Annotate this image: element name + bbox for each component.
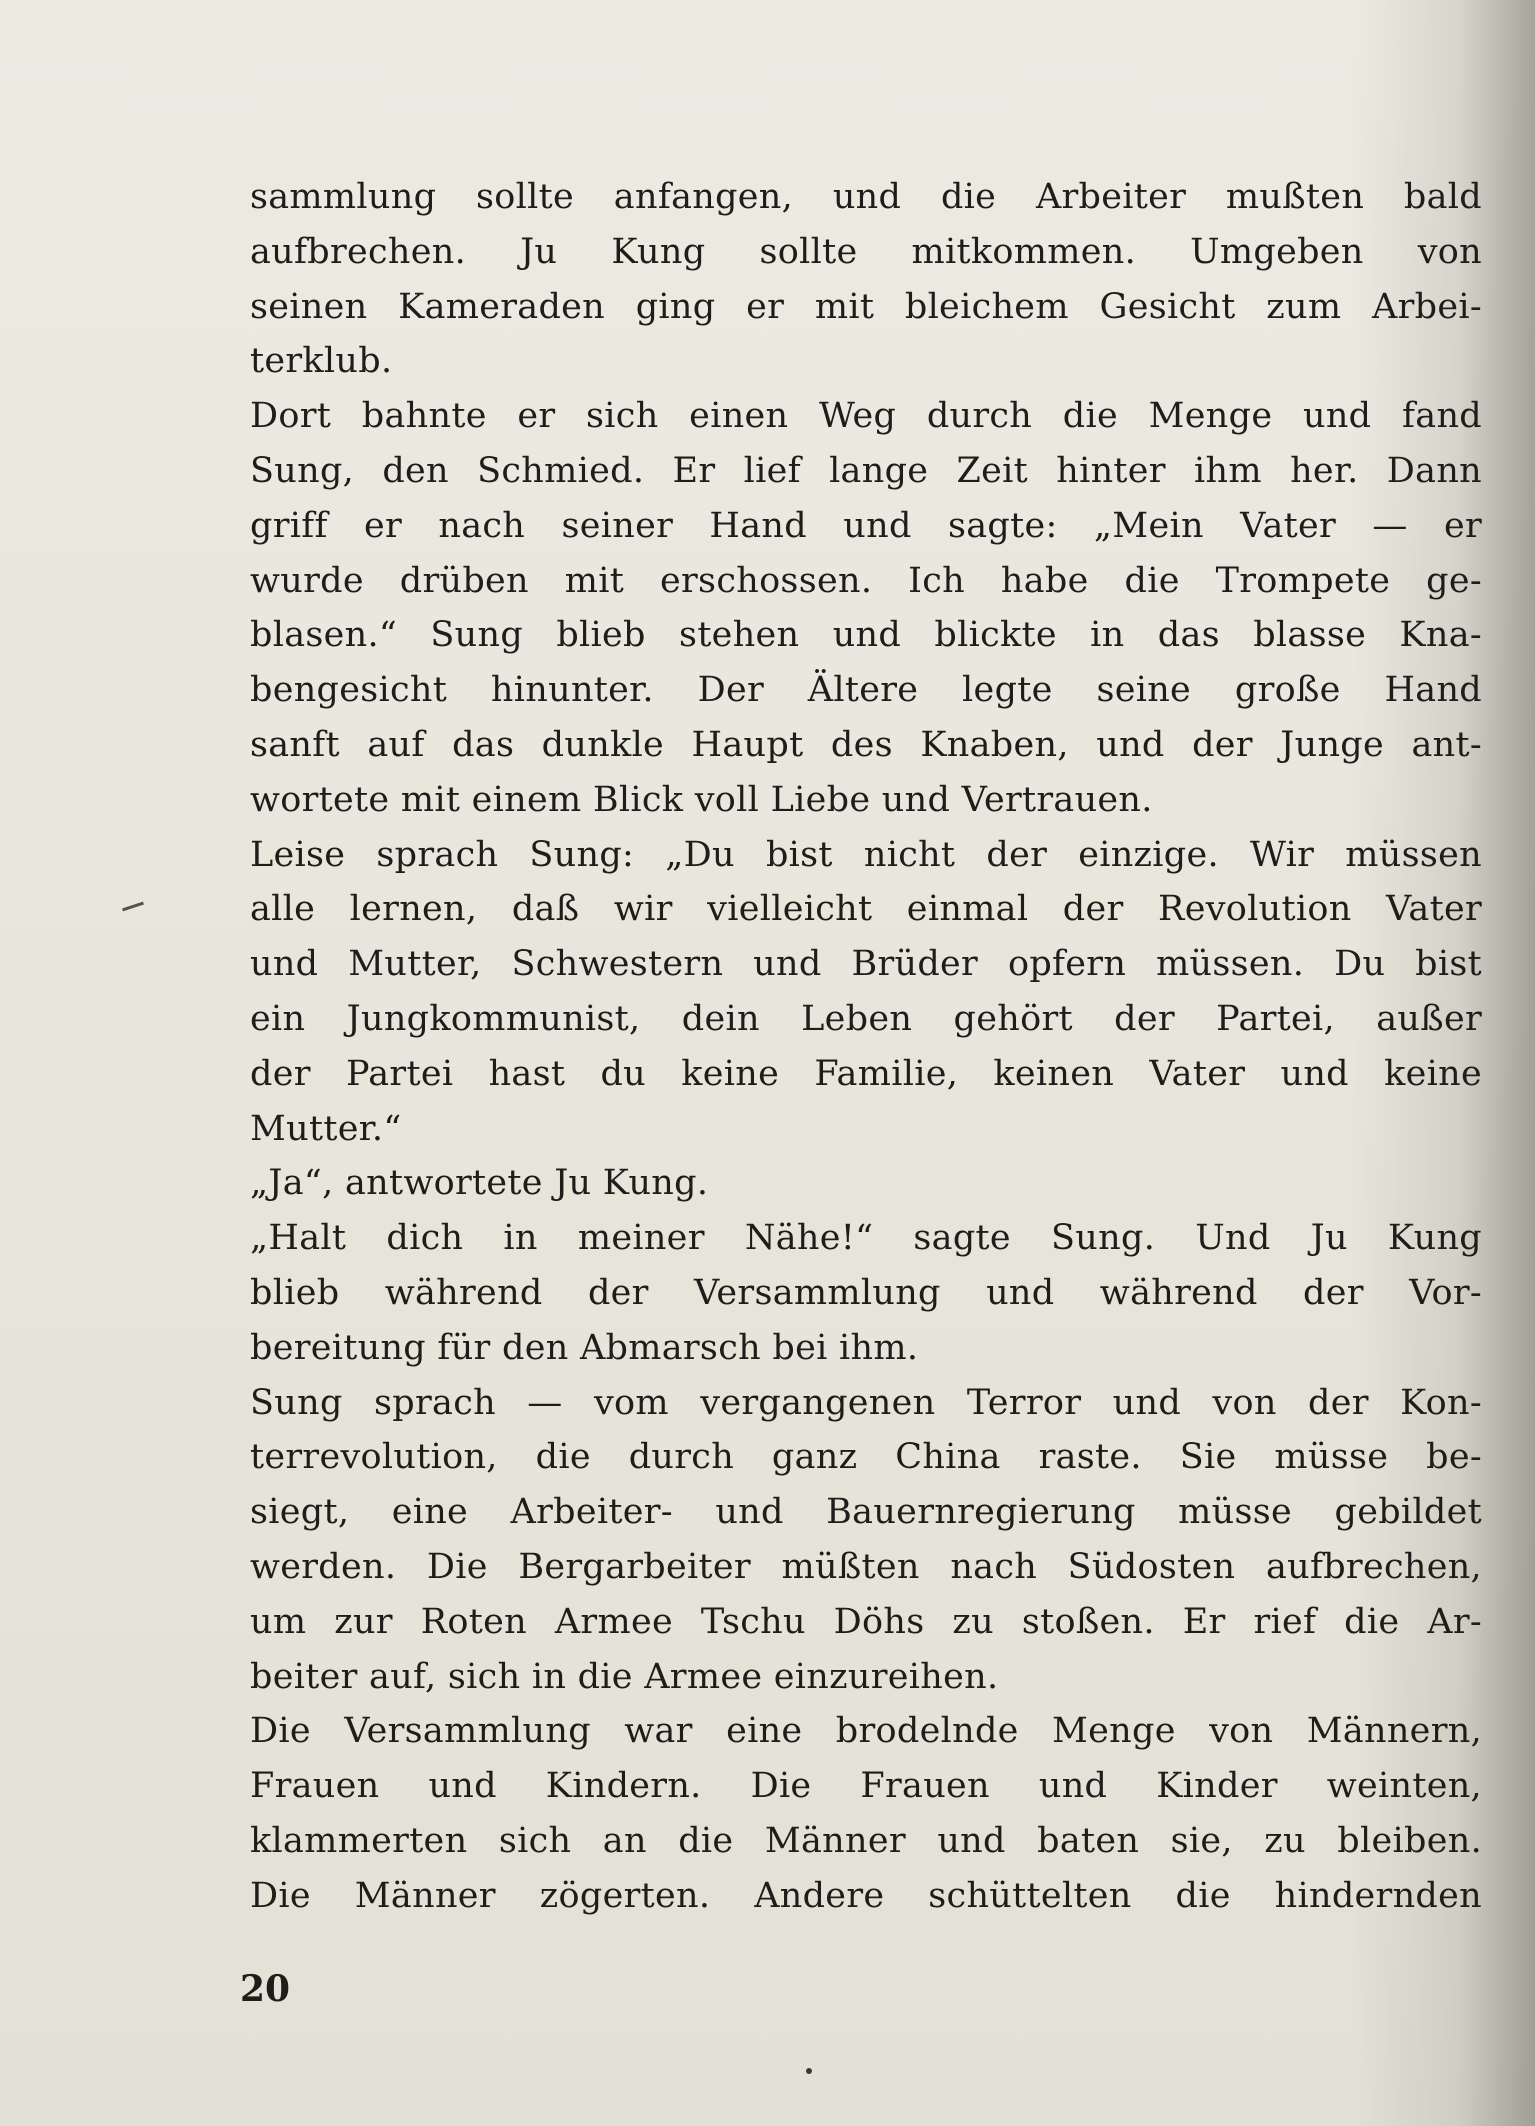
text-line: aufbrechen. Ju Kung sollte mitkommen. Umgeben von (250, 231, 1482, 272)
text-line: Leise sprach Sung: „Du bist nicht der einzige. Wir müssen (250, 834, 1482, 875)
text-line: um zur Roten Armee Tschu Döhs zu stoßen. Er rief die Ar- (250, 1601, 1482, 1642)
text-line: wurde drüben mit erschossen. Ich habe die Trompete ge- (250, 560, 1482, 601)
text-line: bengesicht hinunter. Der Ältere legte seine große Hand (250, 670, 1482, 711)
text-line: alle lernen, daß wir vielleicht einmal der Revolution Vater (250, 889, 1482, 930)
text-line: beiter auf, sich in die Armee einzureihen. (250, 1656, 999, 1697)
text-line: blieb während der Versammlung und während der Vor- (250, 1272, 1482, 1313)
margin-pencil-mark (122, 902, 144, 912)
paper-speck (806, 2068, 812, 2074)
text-line: terklub. (250, 341, 393, 382)
text-line: blasen.“ Sung blieb stehen und blickte in das blasse Kna- (250, 615, 1482, 656)
body-text (250, 170, 1482, 1924)
text-line: klammerten sich an die Männer und baten sie, zu bleiben. (250, 1820, 1482, 1861)
text-line: der Partei hast du keine Familie, keinen Vater und keine (250, 1053, 1482, 1094)
text-line: Frauen und Kindern. Die Frauen und Kinder weinten, (250, 1766, 1482, 1807)
text-line: wortete mit einem Blick voll Liebe und Vertrauen. (250, 779, 1153, 820)
text-line: sammlung sollte anfangen, und die Arbeiter mußten bald (250, 177, 1482, 217)
text-line: bereitung für den Abmarsch bei ihm. (250, 1327, 919, 1368)
text-line: seinen Kameraden ging er mit bleichem Gesicht zum Arbei- (250, 286, 1482, 327)
text-line: „Halt dich in meiner Nähe!“ sagte Sung. Und Ju Kung (250, 1218, 1482, 1259)
text-line: griff er nach seiner Hand und sagte: „Mein Vater — er (250, 505, 1482, 546)
text-line: Mutter.“ (250, 1108, 402, 1149)
text-line: siegt, eine Arbeiter- und Bauernregierung müsse gebildet (250, 1492, 1482, 1533)
text-line: Die Versammlung war eine brodelnde Menge von Männern, (250, 1711, 1482, 1752)
text-line: sanft auf das dunkle Haupt des Knaben, und der Junge ant- (250, 724, 1482, 765)
text-line: und Mutter, Schwestern und Brüder opfern müssen. Du bist (250, 944, 1482, 985)
text-line: Sung, den Schmied. Er lief lange Zeit hinter ihm her. Dann (250, 450, 1482, 491)
text-line: werden. Die Bergarbeiter müßten nach Südosten aufbrechen, (250, 1546, 1482, 1587)
text-line: „Ja“, antwortete Ju Kung. (250, 1163, 709, 1204)
text-line: Die Männer zögerten. Andere schüttelten die hindernden (250, 1875, 1482, 1916)
text-line: terrevolution, die durch ganz China raste. Sie müsse be- (250, 1437, 1482, 1478)
text-line: Sung sprach — vom vergangenen Terror und von der Kon- (250, 1382, 1482, 1423)
page-number: 20 (240, 1968, 291, 2010)
text-line: ein Jungkommunist, dein Leben gehört der Partei, außer (250, 998, 1482, 1039)
text-line: Dort bahnte er sich einen Weg durch die Menge und fand (250, 396, 1482, 437)
